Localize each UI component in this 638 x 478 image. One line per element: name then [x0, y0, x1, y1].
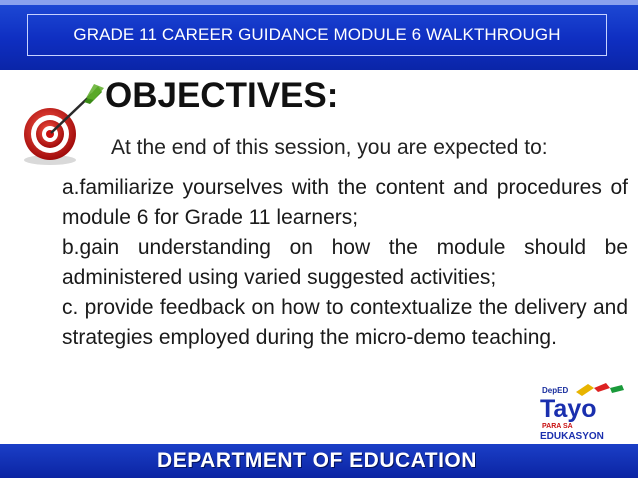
logo-deped-text: DepED: [542, 386, 569, 395]
header-title-box: [27, 14, 607, 56]
objective-item-a: a.familiarize yourselves with the content and procedures of module 6 for Grade 11 learners;: [62, 176, 628, 229]
logo-edukasyon-text: EDUKASYON: [540, 431, 604, 442]
objective-item-c: c. provide feedback on how to contextualize the delivery and strategies employed during the micro-demo teaching.: [62, 296, 628, 349]
objective-item-b: b.gain understanding on how the module should be administered using varied suggested activities;: [62, 236, 628, 289]
footer-bar: [0, 444, 638, 478]
objectives-list: [62, 173, 628, 353]
objectives-heading: OBJECTIVES:: [105, 76, 339, 115]
logo-tayo-text: Tayo: [540, 395, 597, 423]
target-dart-icon: [18, 80, 108, 170]
header-bar: [0, 0, 638, 70]
objectives-intro: At the end of this session, you are expected to:: [111, 136, 548, 159]
logo-para-sa-text: PARA SA: [542, 423, 573, 430]
header-top-strip: [0, 0, 638, 5]
slide-header-title: GRADE 11 CAREER GUIDANCE MODULE 6 WALKTHROUGH: [73, 25, 561, 44]
footer-department: DEPARTMENT OF EDUCATION: [157, 449, 477, 472]
deped-tayo-logo: [536, 382, 632, 442]
